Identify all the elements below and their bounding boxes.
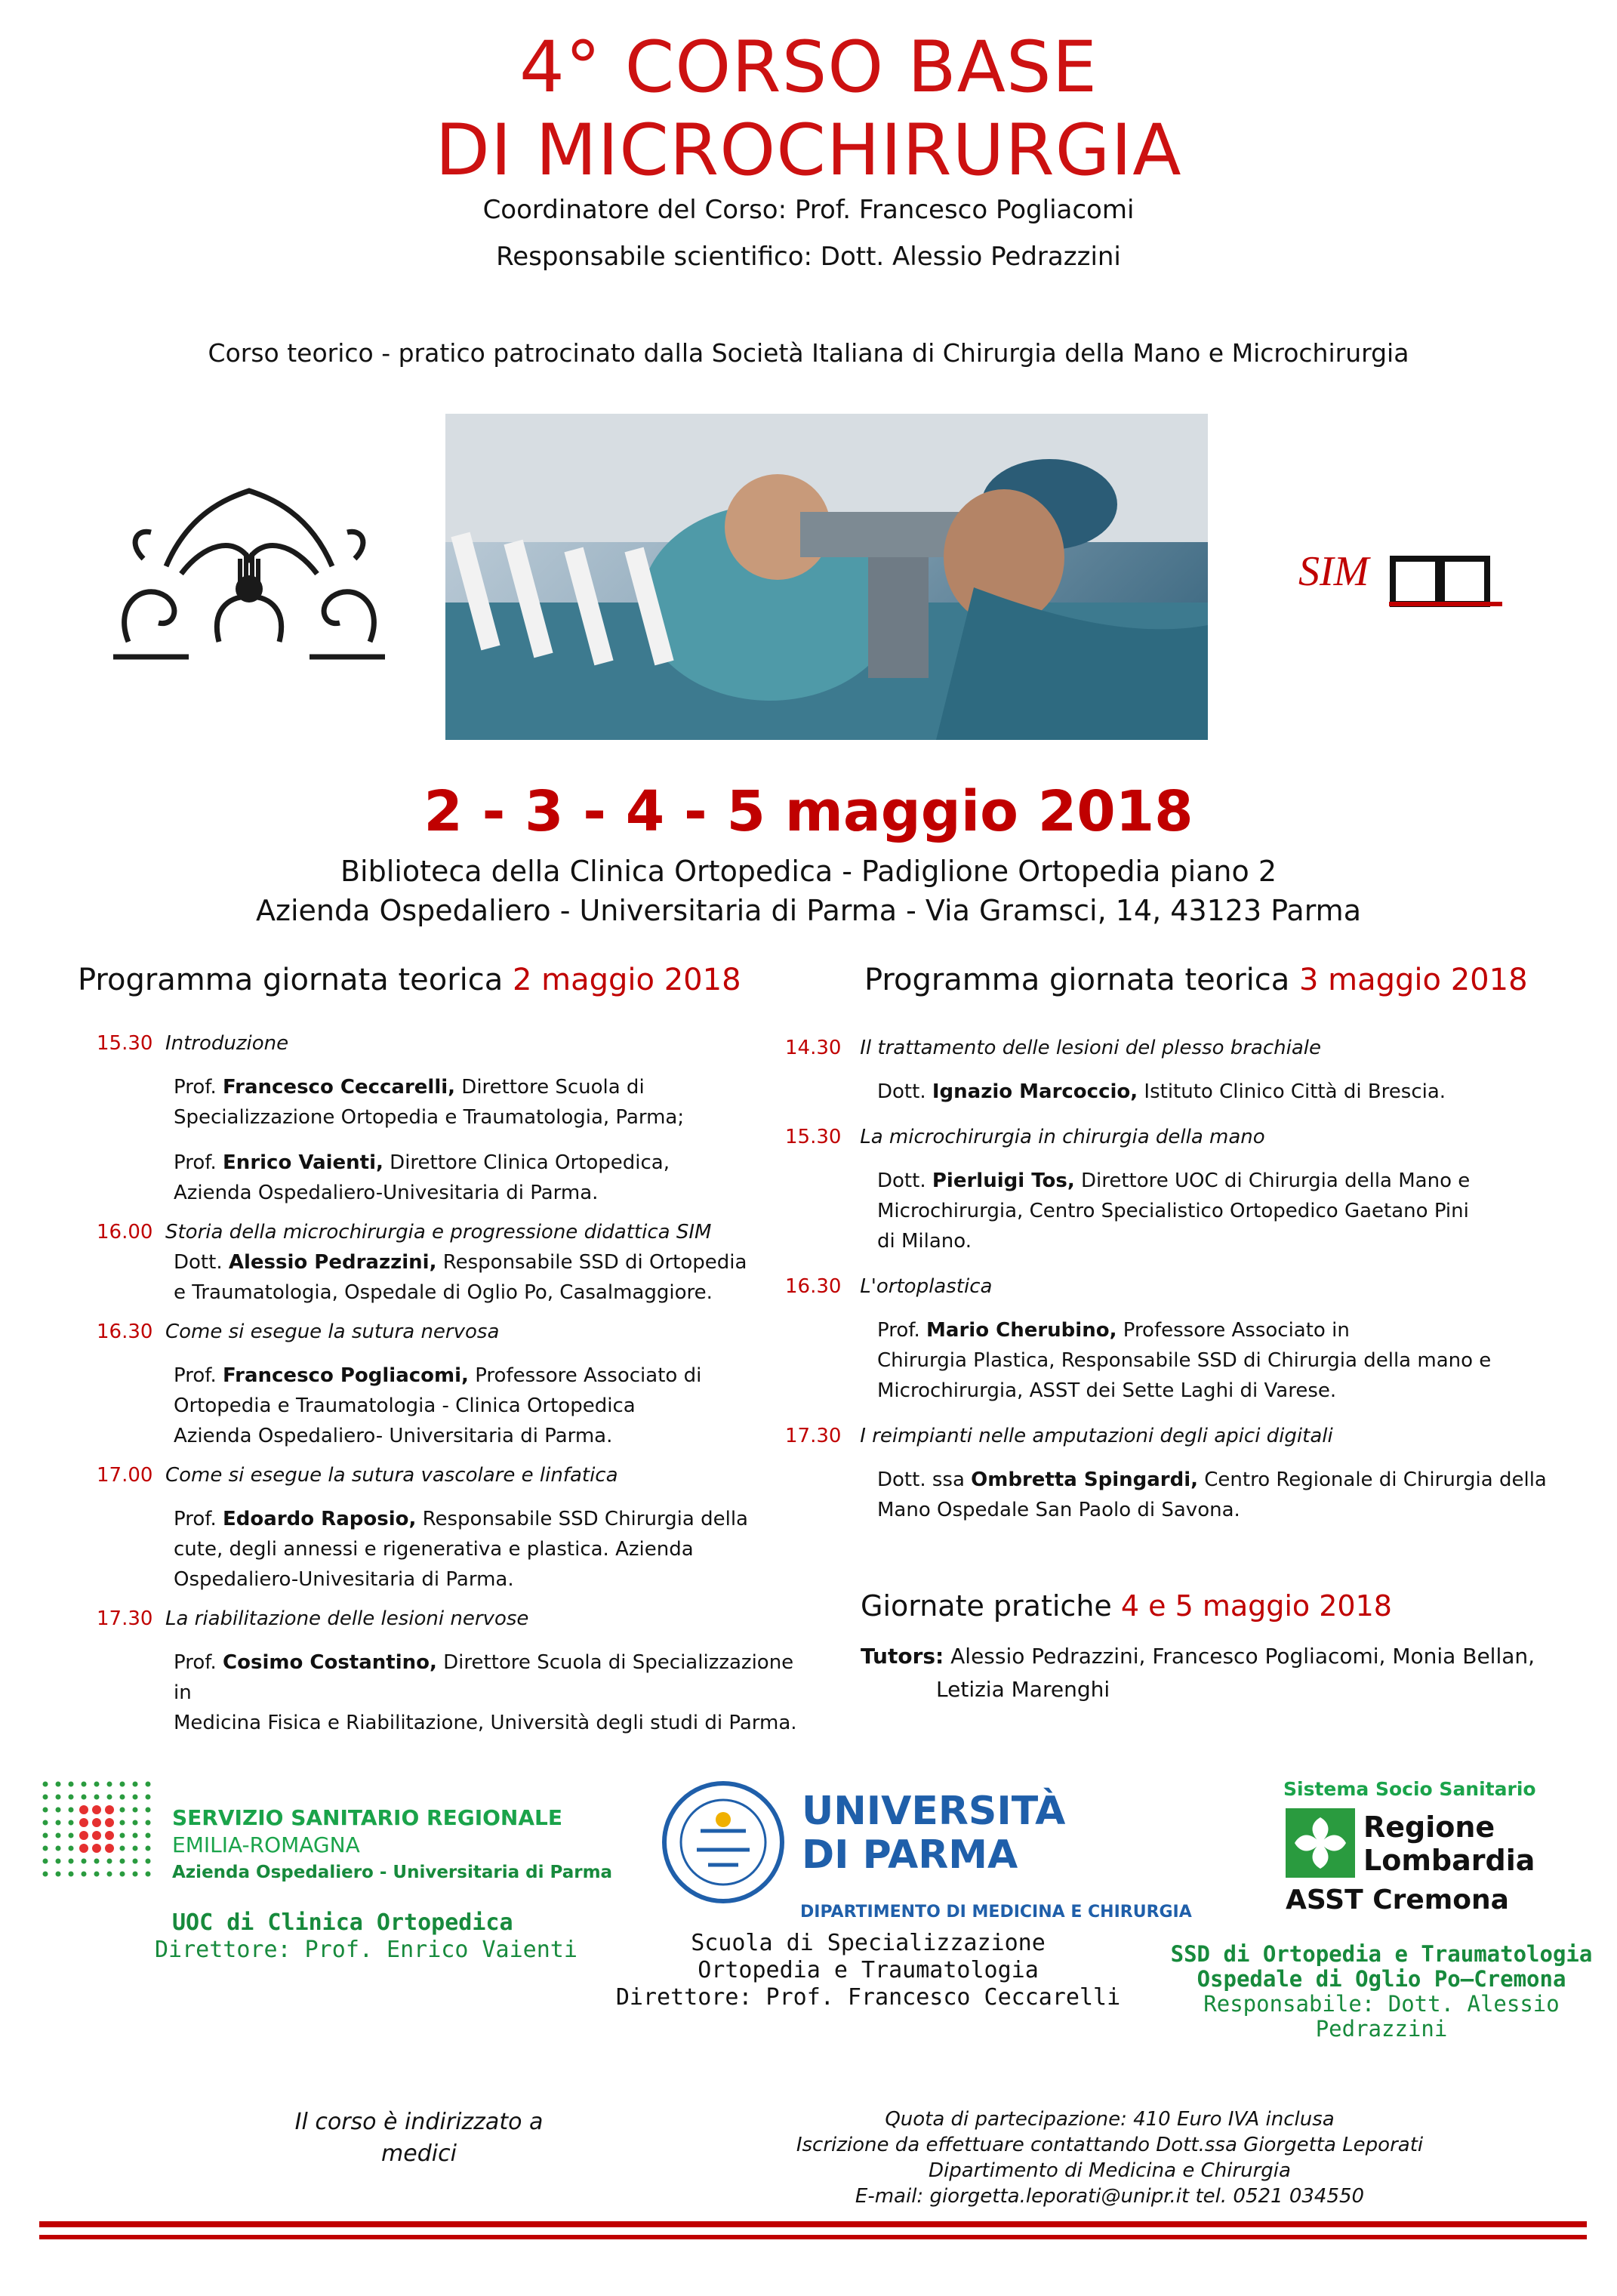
di-parma-line: DI PARMA bbox=[802, 1832, 1018, 1878]
tutors-label: Tutors: bbox=[861, 1644, 944, 1669]
speaker: Dott. ssa Ombretta Spingardi, Centro Regionale di Chirurgia della bbox=[877, 1469, 1547, 1491]
speaker: Prof. Francesco Ceccarelli, Direttore Scuola di bbox=[174, 1076, 645, 1099]
speaker: Prof. Edoardo Raposio, Responsabile SSD Chirurgia della bbox=[174, 1508, 748, 1530]
item-topic: Introduzione bbox=[165, 1032, 289, 1055]
speaker: Prof. Francesco Pogliacomi, Professore Associato di bbox=[174, 1364, 702, 1387]
speaker-line: Microchirurgia, Centro Specialistico Ortopedico Gaetano Pini bbox=[877, 1200, 1469, 1222]
speaker: Dott. Pierluigi Tos, Direttore UOC di Chirurgia della Mano e bbox=[877, 1170, 1471, 1192]
azienda-line: Azienda Ospedaliero - Universitaria di Parma bbox=[172, 1863, 613, 1882]
speaker-line: Mano Ospedale San Paolo di Savona. bbox=[877, 1499, 1240, 1521]
day2-heading-date: 3 maggio 2018 bbox=[1299, 963, 1528, 997]
coordinator: Coordinatore del Corso: Prof. Francesco Pogliacomi bbox=[482, 195, 1135, 225]
practical-days-heading: Giornate pratiche 4 e 5 maggio 2018 bbox=[861, 1589, 1392, 1623]
department: DIPARTIMENTO DI MEDICINA E CHIRURGIA bbox=[800, 1903, 1192, 1922]
speaker-line: Chirurgia Plastica, Responsabile SSD di Chirurgia della mano e bbox=[877, 1349, 1492, 1372]
speaker-line: di Milano. bbox=[877, 1230, 972, 1253]
title-line-1: 4° CORSO BASE bbox=[519, 26, 1098, 109]
sim-society-logo bbox=[1298, 540, 1502, 615]
day2-heading-prefix: Programma giornata teorica bbox=[864, 963, 1299, 997]
schedule-item: 17.00 Come si esegue la sutura vascolare e linfatica bbox=[97, 1464, 618, 1487]
parma-university-name bbox=[802, 1789, 1065, 1877]
tutors-names-cont: Letizia Marenghi bbox=[936, 1677, 1110, 1702]
speaker-line: Ospedaliero-Univesitaria di Parma. bbox=[174, 1568, 514, 1591]
schedule-item: 16.30 L'ortoplastica bbox=[785, 1275, 993, 1298]
microscope-surgery-photo bbox=[445, 414, 1208, 740]
scientific-responsible: Responsabile scientifico: Dott. Alessio Pedrazzini bbox=[496, 242, 1121, 272]
schedule-item: 15.30 La microchirurgia in chirurgia della mano bbox=[785, 1126, 1265, 1148]
schedule-item bbox=[97, 1028, 799, 1059]
schedule-item: 17.30 La riabilitazione delle lesioni nervose bbox=[97, 1607, 529, 1630]
uoc-director: Direttore: Prof. Enrico Vaienti bbox=[155, 1937, 578, 1963]
tutors-names: Alessio Pedrazzini, Francesco Pogliacomi, Monia Bellan, bbox=[944, 1644, 1535, 1669]
footer-rule-1 bbox=[39, 2221, 1587, 2227]
ssr-line: SERVIZIO SANITARIO REGIONALE bbox=[172, 1805, 562, 1830]
region-line: EMILIA-ROMAGNA bbox=[172, 1832, 360, 1857]
speaker: Prof. Enrico Vaienti, Direttore Clinica Ortopedica, bbox=[174, 1151, 670, 1174]
lombardia-ssd: SSD di Ortopedia e Traumatologia Ospedale di Oglio Po—Cremona Responsabile: Dott. Alessio Pedrazzini bbox=[1170, 1941, 1593, 2042]
schedule-item: 16.00 Storia della microchirurgia e progressione didattica SIM bbox=[97, 1221, 712, 1244]
registration-info: Quota di partecipazione: 410 Euro IVA inclusa Iscrizione da effettuare contattando Dott.ssa Giorgetta Leporati Dipartimento di Medicina e Chirurgia E-mail: giorgetta.leporati@unipr.it tel. 0521 034550 bbox=[796, 2108, 1424, 2208]
speaker-line: cute, degli annessi e rigenerativa e plastica. Azienda bbox=[174, 1538, 694, 1561]
speaker: Prof. Cosimo Costantino, Direttore Scuola di Specializzazione in bbox=[174, 1651, 794, 1704]
day2-schedule bbox=[785, 1033, 1585, 1525]
specialization-school: Scuola di Specializzazione Ortopedia e Traumatologia Direttore: Prof. Francesco Ceccarelli bbox=[615, 1930, 1121, 2011]
day1-heading-date: 2 maggio 2018 bbox=[513, 963, 741, 997]
speaker-line: Microchirurgia, ASST dei Sette Laghi di Varese. bbox=[877, 1379, 1337, 1402]
speaker-line: Medicina Fisica e Riabilitazione, Università degli studi di Parma. bbox=[174, 1712, 797, 1734]
sistema-socio-sanitario: Sistema Socio Sanitario bbox=[1283, 1778, 1536, 1800]
speaker-line: Ortopedia e Traumatologia - Clinica Ortopedica bbox=[174, 1395, 636, 1417]
speaker-line: Specializzazione Ortopedia e Traumatologia, Parma; bbox=[174, 1106, 685, 1129]
ornamental-crest-logo bbox=[98, 468, 400, 672]
speaker: Dott. Alessio Pedrazzini, Responsabile SSD di Ortopedia bbox=[174, 1251, 747, 1274]
title-line-2: DI MICROCHIRURGIA bbox=[435, 109, 1182, 192]
day2-heading bbox=[864, 963, 1528, 997]
speaker-line: Azienda Ospedaliero-Univesitaria di Parma. bbox=[174, 1182, 599, 1204]
patronage: Corso teorico - pratico patrocinato dalla Società Italiana di Chirurgia della Mano e Microchirurgia bbox=[208, 338, 1409, 368]
tutors bbox=[861, 1640, 1535, 1706]
speaker-line: Azienda Ospedaliero- Universitaria di Parma. bbox=[174, 1425, 613, 1447]
venue-line-1: Biblioteca della Clinica Ortopedica - Padiglione Ortopedia piano 2 bbox=[340, 855, 1277, 888]
asst-cremona: ASST Cremona bbox=[1286, 1885, 1509, 1915]
schedule-item: 14.30 Il trattamento delle lesioni del plesso brachiale bbox=[785, 1037, 1322, 1059]
emilia-romagna-text bbox=[172, 1804, 612, 1886]
event-dates: 2 - 3 - 4 - 5 maggio 2018 bbox=[424, 779, 1194, 844]
item-time: 15.30 bbox=[97, 1032, 153, 1055]
regione-lombardia-text: Regione Lombardia bbox=[1363, 1811, 1535, 1877]
emilia-romagna-dot-logo bbox=[39, 1778, 160, 1884]
venue-line-2: Azienda Ospedaliero - Universitaria di Parma - Via Gramsci, 14, 43123 Parma bbox=[256, 894, 1361, 927]
lombardia-cross-icon bbox=[1286, 1808, 1355, 1878]
sim-logo-text: SIM bbox=[1298, 548, 1369, 595]
day1-heading-prefix: Programma giornata teorica bbox=[78, 963, 513, 997]
university-seal-logo bbox=[655, 1778, 791, 1906]
audience: Il corso è indirizzato a medici bbox=[294, 2109, 544, 2167]
day1-schedule bbox=[97, 1028, 799, 1738]
day1-heading bbox=[78, 963, 741, 997]
footer-rule-2 bbox=[39, 2235, 1587, 2239]
schedule-item: 17.30 I reimpianti nelle amputazioni degli apici digitali bbox=[785, 1425, 1333, 1447]
speaker-line: e Traumatologia, Ospedale di Oglio Po, Casalmaggiore. bbox=[174, 1281, 713, 1304]
speaker: Dott. Ignazio Marcoccio, Istituto Clinico Città di Brescia. bbox=[877, 1080, 1446, 1103]
universita-line: UNIVERSITÀ bbox=[802, 1789, 1066, 1834]
uoc-clinica: UOC di Clinica Ortopedica bbox=[172, 1909, 513, 1936]
speaker: Prof. Mario Cherubino, Professore Associato in bbox=[877, 1319, 1350, 1342]
schedule-item: 16.30 Come si esegue la sutura nervosa bbox=[97, 1321, 500, 1343]
